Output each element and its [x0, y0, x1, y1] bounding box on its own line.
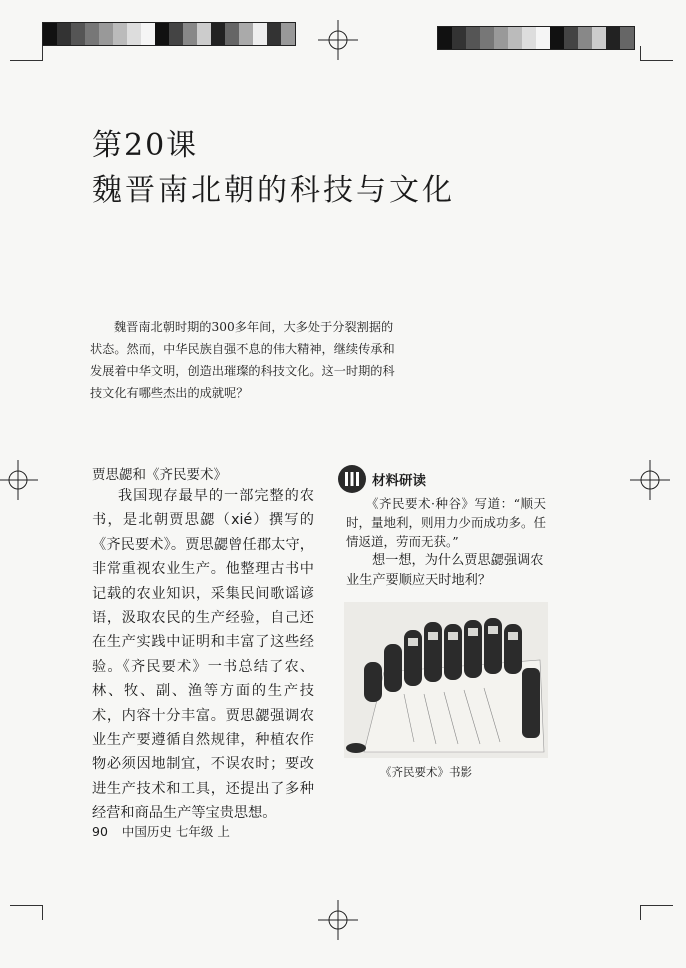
think-question: 想一想，为什么贾思勰强调农业生产要顺应天时地利？ [346, 553, 544, 588]
scroll-icon [338, 465, 366, 493]
registration-mark-top [318, 20, 358, 60]
section-body: 我国现存最早的一部完整的农书，是北朝贾思勰（xié）撰写的《齐民要术》。贾思勰曾任郡太守，非常重视农业生产。他整理古书中记载的农业知识，采集民间歌谣谚语，汲取农民的生产经验，自己还在生产实践中证明和丰富了这些经验。《齐民要术》一书总结了农、林、牧、副、渔等方面的生产技术，内容十分丰富。贾思勰强调农业生产要遵循自然规律，种植农作物必须因地制宜，不误农时；要改进生产技术和工具，还提出了多种经营和商品生产等宝贵思想。 [92, 488, 314, 822]
material-reading-header [338, 465, 426, 493]
photo-caption: 《齐民要术》书影 [380, 765, 472, 779]
lesson-number: 第20课 [92, 128, 199, 163]
page-number: 90 [92, 824, 108, 839]
section-heading: 贾思勰和《齐民要术》 [92, 467, 227, 483]
lesson-intro: 魏晋南北朝时期的300多年间，大多处于分裂割据的状态。然而，中华民族自强不息的伟大精神，继续传承和发展着中华文明，创造出璀璨的科技文化。这一时期的科技文化有哪些杰出的成就呢？ [90, 320, 395, 400]
book-title: 中国历史 七年级 上 [121, 824, 230, 839]
registration-mark-right [630, 460, 670, 500]
crop-mark-bottom-left [10, 905, 43, 920]
crop-mark-top-right [640, 46, 673, 61]
crop-mark-bottom-right [640, 905, 673, 920]
crop-mark-top-left [10, 46, 43, 61]
registration-mark-left [0, 460, 38, 500]
color-calibration-strip-left [42, 22, 296, 46]
book-scan-photo [344, 602, 548, 758]
registration-mark-bottom [318, 900, 358, 940]
lesson-title: 魏晋南北朝的科技与文化 [92, 173, 455, 208]
material-reading-title: 材料研读 [372, 473, 426, 489]
material-quote: 《齐民要术·种谷》写道：“顺天时，量地利，则用力少而成功多。任情返道，劳而无获。” [346, 496, 547, 549]
page-footer [92, 822, 240, 840]
color-calibration-strip-right [437, 26, 635, 50]
